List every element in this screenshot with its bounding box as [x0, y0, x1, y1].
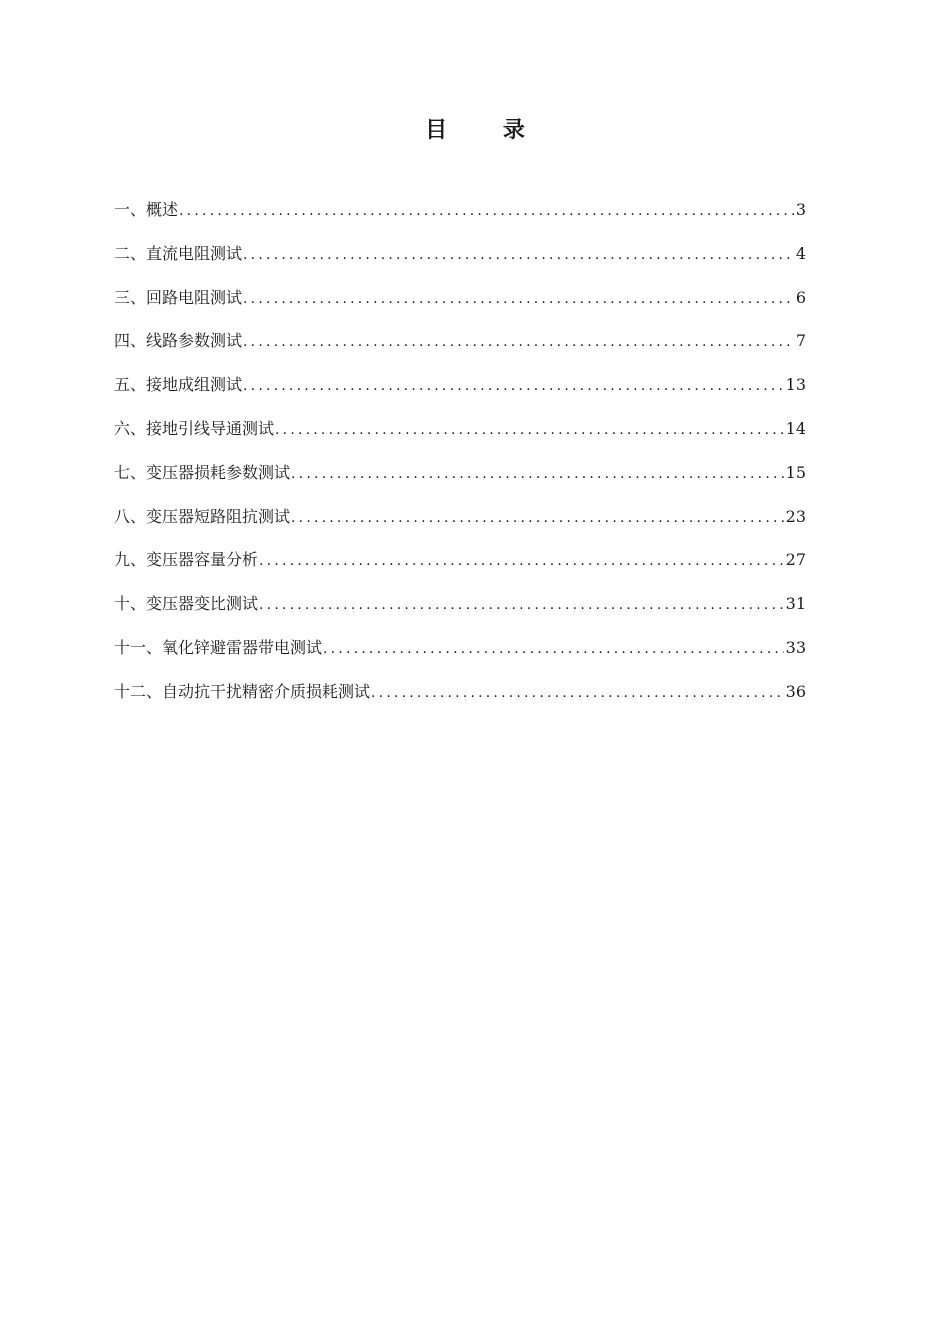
toc-entry-page-number: 7 [795, 331, 806, 351]
toc-entry-page-number: 27 [785, 550, 806, 570]
dot-leader [258, 545, 784, 577]
dot-leader [242, 370, 784, 402]
toc-entry-label: 四、线路参数测试 [114, 331, 243, 351]
toc-entry-label: 十一、氧化锌避雷器带电测试 [114, 637, 323, 657]
table-of-contents [114, 194, 806, 720]
toc-entry[interactable] [114, 282, 806, 326]
toc-entry-page-number: 36 [785, 681, 806, 701]
toc-entry-label: 十二、自动抗干扰精密介质损耗测试 [114, 681, 371, 701]
toc-entry-label: 一、概述 [114, 200, 179, 219]
toc-entry-page-number: 14 [785, 418, 806, 438]
toc-entry[interactable] [114, 238, 806, 282]
dot-leader [242, 326, 794, 358]
toc-entry[interactable] [114, 676, 806, 720]
dot-leader [290, 502, 784, 534]
toc-entry-page-number: 3 [795, 200, 806, 219]
toc-entry[interactable] [114, 501, 806, 545]
dot-leader [178, 195, 794, 227]
toc-entry-page-number: 13 [785, 375, 806, 395]
toc-entry-page-number: 4 [795, 243, 806, 263]
toc-entry-label: 九、变压器容量分析 [114, 550, 259, 570]
toc-entry[interactable] [114, 457, 806, 501]
toc-entry-label: 八、变压器短路阻抗测试 [114, 506, 291, 526]
toc-entry-label: 十、变压器变比测试 [114, 594, 259, 614]
dot-leader [322, 633, 784, 665]
dot-leader [370, 677, 784, 709]
dot-leader [258, 589, 784, 621]
toc-entry-label: 二、直流电阻测试 [114, 243, 243, 263]
toc-entry[interactable] [114, 325, 806, 369]
toc-entry-page-number: 6 [795, 287, 806, 307]
toc-entry-label: 七、变压器损耗参数测试 [114, 462, 291, 482]
toc-entry[interactable] [114, 632, 806, 676]
toc-entry-label: 三、回路电阻测试 [114, 287, 243, 307]
toc-entry[interactable] [114, 369, 806, 413]
toc-entry-page-number: 31 [785, 594, 806, 614]
toc-entry-page-number: 23 [785, 506, 806, 526]
toc-entry[interactable] [114, 588, 806, 632]
dot-leader [242, 239, 794, 271]
dot-leader [274, 414, 784, 446]
page-title: 目 录 [425, 117, 549, 143]
toc-entry-label: 六、接地引线导通测试 [114, 418, 275, 438]
toc-entry[interactable] [114, 544, 806, 588]
toc-entry-page-number: 33 [785, 637, 806, 657]
dot-leader [242, 283, 794, 315]
toc-entry-label: 五、接地成组测试 [114, 375, 243, 395]
dot-leader [290, 458, 784, 490]
toc-entry[interactable] [114, 413, 806, 457]
toc-entry-page-number: 15 [785, 462, 806, 482]
toc-entry[interactable] [114, 194, 806, 238]
